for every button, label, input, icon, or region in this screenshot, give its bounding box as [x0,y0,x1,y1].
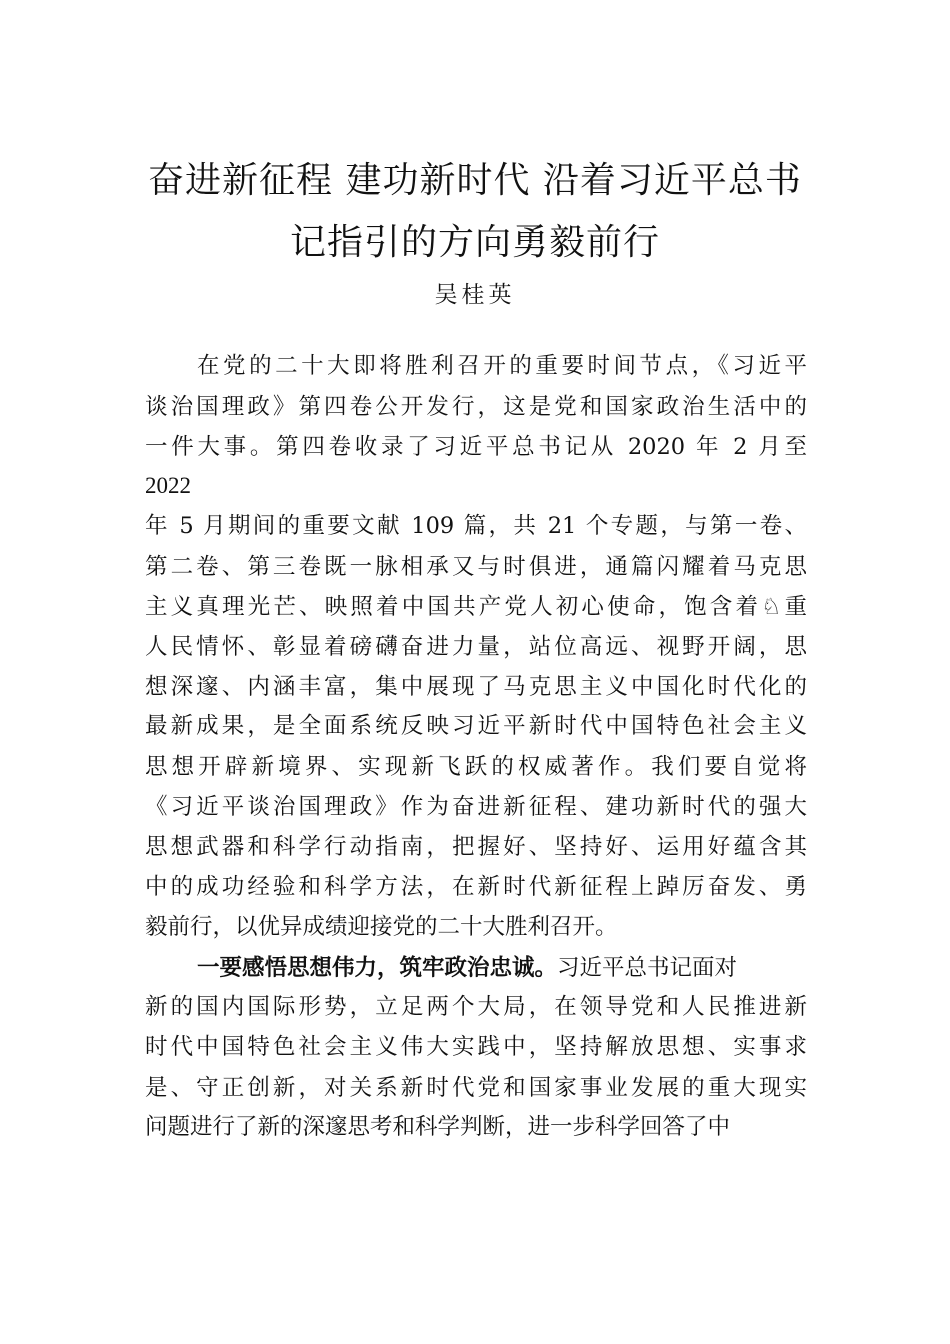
paragraph-1-line: 人民情怀、彰显着磅礴奋进力量，站位高远、视野开阔，思 [145,634,807,660]
paragraph-2-line: 时代中国特色社会主义伟大实践中，坚持解放思想、实事求 [145,1034,807,1060]
paragraph-1-line: 《习近平谈治国理政》作为奋进新征程、建功新时代的强大 [145,794,807,820]
paragraph-1-line: 想深邃、内涵丰富，集中展现了马克思主义中国化时代化的 [145,674,807,700]
author-name: 吴桂英 [434,282,516,308]
paragraph-2-first-line-text: 习近平总书记面对 [557,955,738,981]
paragraph-1-line: 在党的二十大即将胜利召开的重要时间节点，《习近平 [197,353,807,379]
paragraph-2-first-line [197,952,807,984]
paragraph-1-line: 2022 [145,473,191,498]
paragraph-1-line: 主义真理光芒、映照着中国共产党人初心使命，饱含着♘重 [145,594,807,620]
paragraph-2-line: 问题进行了新的深邃思考和科学判断，进一步科学回答了中 [145,1114,731,1140]
paragraph-1-line: 年 5 月期间的重要文献 109 篇，共 21 个专题，与第一卷、 [145,513,807,539]
paragraph-2-heading: 一要感悟思想伟力，筑牢政治忠诚。 [197,955,558,981]
paragraph-1-line: 一件大事。第四卷收录了习近平总书记从 2020 年 2 月至 [145,434,807,460]
paragraph-1-line: 中的成功经验和科学方法，在新时代新征程上踔厉奋发、勇 [145,874,807,900]
document-title-line-2: 记指引的方向勇毅前行 [289,222,660,263]
document-title-line-1: 奋进新征程 建功新时代 沿着习近平总书 [148,160,802,201]
paragraph-2-line: 新的国内国际形势，立足两个大局，在领导党和人民推进新 [145,994,807,1020]
paragraph-2-line: 是、守正创新，对关系新时代党和国家事业发展的重大现实 [145,1075,807,1101]
paragraph-1-line: 思想开辟新境界、实现新飞跃的权威著作。我们要自觉将 [145,754,807,780]
paragraph-1-line: 第二卷、第三卷既一脉相承又与时俱进，通篇闪耀着马克思 [145,554,807,580]
paragraph-1-line: 最新成果，是全面系统反映习近平新时代中国特色社会主义 [145,713,807,739]
paragraph-1-line: 思想武器和科学行动指南，把握好、坚持好、运用好蕴含其 [145,834,807,860]
paragraph-1-line: 谈治国理政》第四卷公开发行，这是党和国家政治生活中的 [145,394,807,420]
paragraph-1-line: 毅前行，以优异成绩迎接党的二十大胜利召开。 [145,914,618,940]
